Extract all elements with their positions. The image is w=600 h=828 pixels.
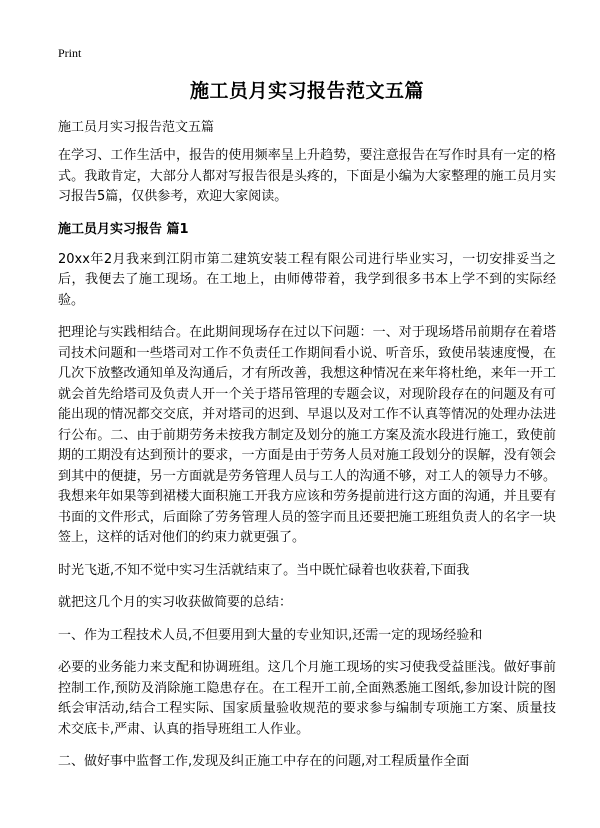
paragraph: 二、做好事中监督工作,发现及纠正施工中存在的问题,对工程质量作全面 <box>58 754 470 769</box>
paragraph: 必要的业务能力来支配和协调班组。这几个月施工现场的实习使我受益匪浅。做好事前控制工作,预防及消除施工隐患存在。在工程开工前,全面熟悉施工图纸,参加设计院的图纸会审活动,结合工程实际、国家质量验收规范的要求参与编制专项施工方案、质量技术交底卡,严肃、认真的指导班组工人作业。 <box>58 660 556 737</box>
document-subtitle: 施工员月实习报告范文五篇 <box>58 120 215 135</box>
section-heading: 施工员月实习报告 篇1 <box>58 221 189 237</box>
document-body <box>58 78 556 783</box>
paragraph: 把理论与实践相结合。在此期间现场存在过以下问题：一、对于现场塔吊前期存在着塔司技术问题和一些塔司对工作不负责任工作期间看小说、听音乐，致使吊装速度慢，在几次下放整改通知单及沟通后，才有所改善，我想这种情况在来年将杜绝，来年一开工就会首先给塔司及负责人开一个关于塔吊管理的专题会议，对现阶段存在的问题及有可能出现的情况都交交底，并对塔司的迟到、早退以及对工作不认真等情况的处理办法进行公布。二、由于前期劳务未按我方制定及划分的施工方案及流水段进行施工，致使前期的工期没有达到预计的要求，一方面是由于劳务人员对施工段划分的误解，没有领会到其中的便捷，另一方面就是劳务管理人员与工人的沟通不够，对工人的领导力不够。我想来年如果等到裙楼大面积施工开我方应该和劳务提前进行这方面的沟通，并且要有书面的文件形式，后面除了劳务管理人员的签字而且还要把施工班组负责人的名字一块签上，这样的话对他们的约束力就更强了。 <box>58 325 556 545</box>
paragraph: 一、作为工程技术人员,不但要用到大量的专业知识,还需一定的现场经验和 <box>58 627 483 643</box>
page-title: 施工员月实习报告范文五篇 <box>189 80 424 102</box>
intro-paragraph: 在学习、工作生活中，报告的使用频率呈上升趋势，要注意报告在写作时具有一定的格式。我敢肯定，大部分人都对写报告很是头疼的，下面是小编为大家整理的施工员月实习报告5篇，仅供参考，欢迎大家阅读。 <box>58 148 556 204</box>
paragraph: 就把这几个月的实习收获做简要的总结： <box>58 595 293 610</box>
paragraph: 20xx年2月我来到江阴市第二建筑安装工程有限公司进行毕业实习，一切安排妥当之后，我便去了施工现场。在工地上，由师傅带着，我学到很多书本上学不到的实际经验。 <box>58 251 556 308</box>
print-link[interactable]: Print <box>58 46 82 60</box>
paragraph: 时光飞逝,不知不觉中实习生活就结束了。当中既忙碌着也收获着,下面我 <box>58 562 470 578</box>
